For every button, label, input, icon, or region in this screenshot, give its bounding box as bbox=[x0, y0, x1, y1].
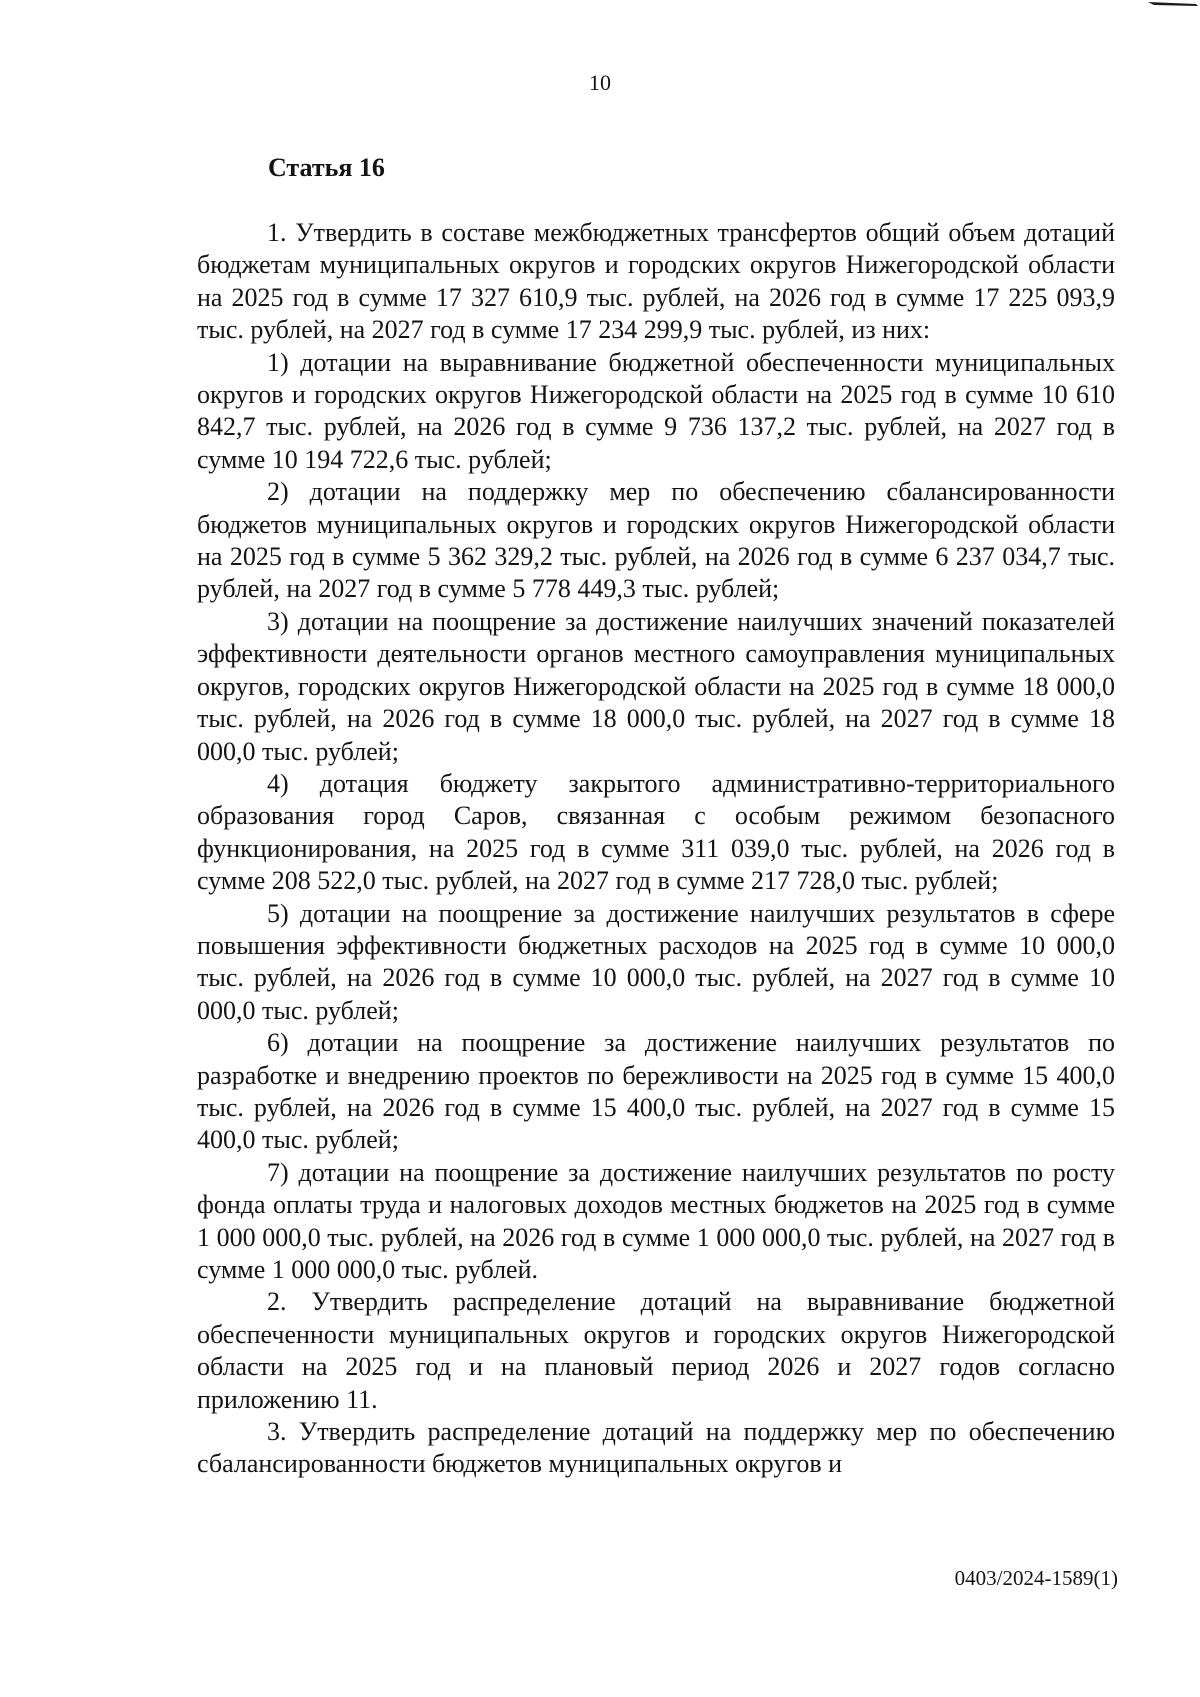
paragraph-2: 2. Утвердить распределение дотаций на выравнивание бюджетной обеспеченности муниципальных округов и городских округов Нижегородской области на 2025 год и на плановый период 2026 и 2027 годов согласно приложению 11. bbox=[197, 1287, 1115, 1414]
list-item-7: 7) дотации на поощрение за достижение наилучших результатов по росту фонда оплаты труда и налоговых доходов местных бюджетов на 2025 год в сумме 1 000 000,0 тыс. рублей, на 2026 год в сумме 1 000 000,0 тыс. рублей, на 2027 год в сумме 1 000 000,0 тыс. рублей. bbox=[197, 1157, 1115, 1284]
list-item-2: 2) дотации на поддержку мер по обеспечению сбалансированности бюджетов муниципальных округов и городских округов Нижегородской области на 2025 год в сумме 5 362 329,2 тыс. рублей, на 2026 год в сумме 6 237 034,7 тыс. рублей, на 2027 год в сумме 5 778 449,3 тыс. рублей; bbox=[197, 477, 1115, 604]
list-item-6: 6) дотации на поощрение за достижение наилучших результатов по разработке и внедрению проектов по бережливости на 2025 год в сумме 15 400,0 тыс. рублей, на 2026 год в сумме 15 400,0 тыс. рублей, на 2027 год в сумме 15 400,0 тыс. рублей; bbox=[197, 1028, 1115, 1155]
paragraph-3: 3. Утвердить распределение дотаций на поддержку мер по обеспечению сбалансированности бюджетов муниципальных округов и bbox=[197, 1417, 1115, 1479]
article-heading: Статья 16 bbox=[268, 153, 385, 182]
page-number: 10 bbox=[589, 70, 611, 95]
list-item-3: 3) дотации на поощрение за достижение наилучших значений показателей эффективности деятельности органов местного самоуправления муниципальных округов, городских округов Нижегородской области на 2025 год в сумме 18 000,0 тыс. рублей, на 2026 год в сумме 18 000,0 тыс. рублей, на 2027 год в сумме 18 000,0 тыс. рублей; bbox=[197, 606, 1115, 766]
article-body bbox=[197, 217, 1115, 1481]
list-item-1: 1) дотации на выравнивание бюджетной обеспеченности муниципальных округов и городских округов Нижегородской области на 2025 год в сумме 10 610 842,7 тыс. рублей, на 2026 год в сумме 9 736 137,2 тыс. рублей, на 2027 год в сумме 10 194 722,6 тыс. рублей; bbox=[197, 347, 1115, 474]
document-number: 0403/2024-1589(1) bbox=[954, 1566, 1118, 1590]
paragraph-1: 1. Утвердить в составе межбюджетных трансфертов общий объем дотаций бюджетам муниципальных округов и городских округов Нижегородской области на 2025 год в сумме 17 327 610,9 тыс. рублей, на 2026 год в сумме 17 225 093,9 тыс. рублей, на 2027 год в сумме 17 234 299,9 тыс. рублей, из них: bbox=[197, 218, 1115, 345]
list-item-5: 5) дотации на поощрение за достижение наилучших результатов в сфере повышения эффективности бюджетных расходов на 2025 год в сумме 10 000,0 тыс. рублей, на 2026 год в сумме 10 000,0 тыс. рублей, на 2027 год в сумме 10 000,0 тыс. рублей; bbox=[197, 898, 1115, 1025]
scan-corner-mark bbox=[1144, 0, 1200, 10]
list-item-4: 4) дотация бюджету закрытого административно-территориального образования город Саров, связанная с особым режимом безопасного функционирования, на 2025 год в сумме 311 039,0 тыс. рублей, на 2026 год в сумме 208 522,0 тыс. рублей, на 2027 год в сумме 217 728,0 тыс. рублей; bbox=[197, 768, 1115, 896]
